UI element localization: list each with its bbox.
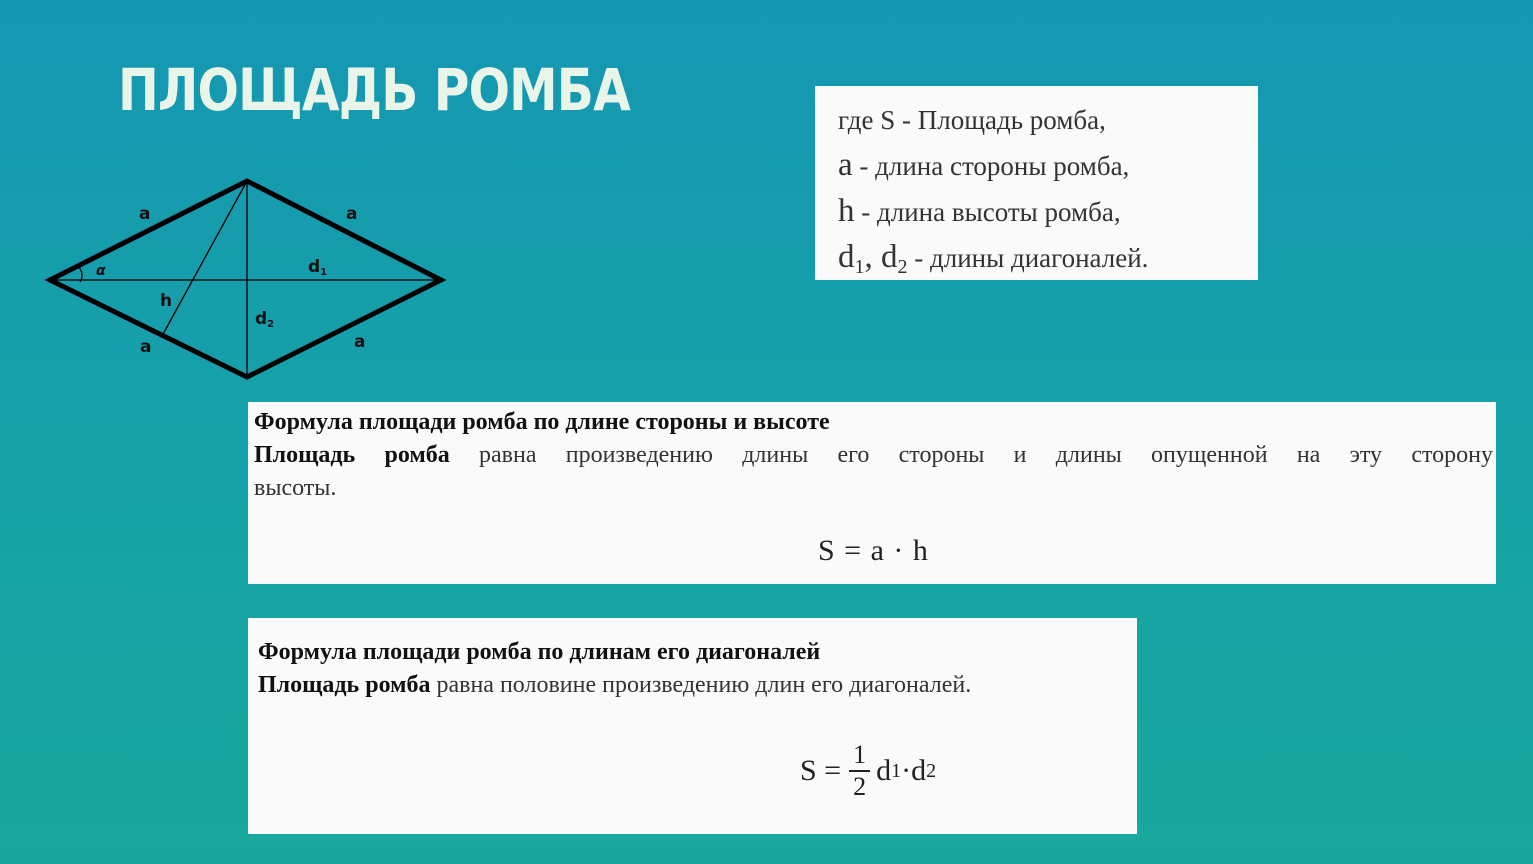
legend-line-h: h - длина высоты ромба, xyxy=(838,193,1121,229)
formula-diag-expression: S = $\frac{1}{2}$ d 1 · d 2 xyxy=(800,740,937,801)
formula-diag-text: Площадь ромба равна половине произведению длин его диагоналей. xyxy=(258,672,972,698)
formula-side-height-box xyxy=(248,402,1496,584)
label-a-bottom-right: a xyxy=(354,332,366,352)
rhombus-outline xyxy=(50,181,441,377)
legend-line-s: где S - Площадь ромба, xyxy=(838,105,1106,135)
label-a-bottom-left: a xyxy=(140,337,152,357)
legend-line-a: a - длина стороны ромба, xyxy=(838,147,1130,183)
formula-side-expression: S = a · h xyxy=(818,534,929,567)
slide-title: ПЛОЩАДЬ РОМБА xyxy=(118,56,630,124)
label-d2: d2 xyxy=(255,309,275,330)
formula-diag-heading: Формула площади ромба по длинам его диагоналей xyxy=(258,639,821,665)
label-alpha: α xyxy=(96,263,106,279)
formula-side-text: Площадь ромба равна произведению длины его стороны и длины опущенной на эту сторону xyxy=(254,442,1493,468)
formula-side-heading: Формула площади ромба по длине стороны и высоте xyxy=(254,409,830,435)
fraction-one-half: $\frac{1}{2}$ xyxy=(849,740,870,802)
label-h: h xyxy=(160,291,173,311)
label-d1: d1 xyxy=(308,257,328,278)
formula-side-text-end: высоты. xyxy=(254,475,337,501)
rhombus-diagram xyxy=(40,170,460,390)
label-a-top-right: a xyxy=(346,204,358,224)
legend-line-d: $d_1$, $d_2$ - длины диагоналей. xyxy=(838,239,1149,278)
formula-diagonals-box xyxy=(248,618,1137,834)
legend-box xyxy=(815,86,1258,280)
label-a-top-left: a xyxy=(139,204,151,224)
